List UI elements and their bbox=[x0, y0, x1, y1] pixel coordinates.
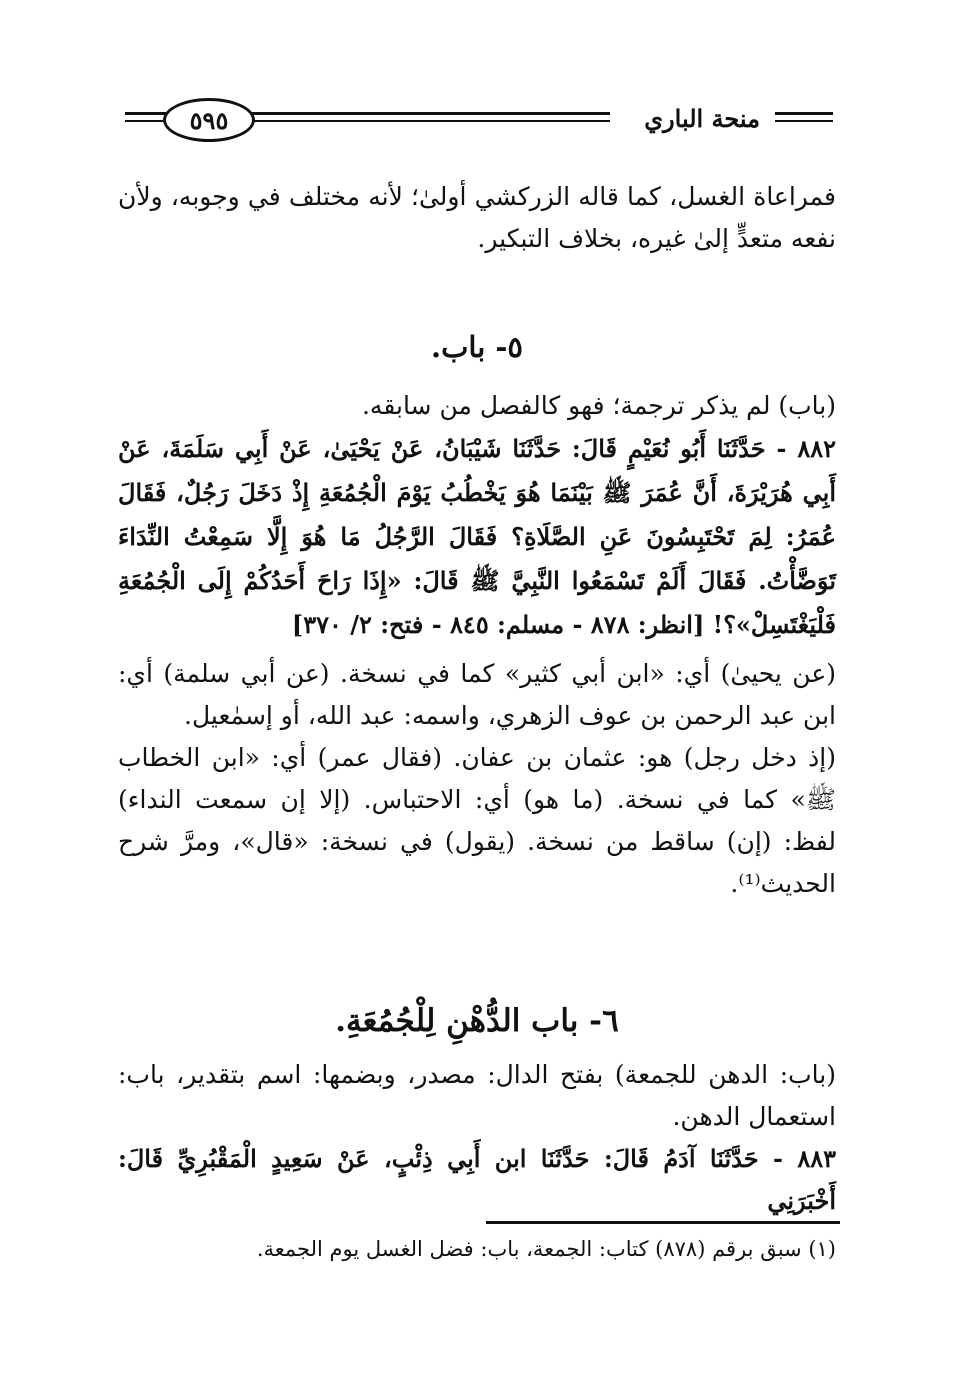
chapter-5-note: (باب) لم يذكر ترجمة؛ فهو كالفصل من سابقه. bbox=[361, 391, 836, 420]
chapter-6-note: (باب: الدهن للجمعة) بفتح الدال: مصدر، وبضمها: اسم بتقدير، باب: استعمال الدهن. bbox=[118, 1060, 836, 1131]
page-number-text: ٥٩٥ bbox=[189, 105, 229, 135]
footnote: (١) سبق برقم (٨٧٨) كتاب: الجمعة، باب: فضل الغسل يوم الجمعة. bbox=[256, 1237, 836, 1261]
hadith-883: ٨٨٣ - حَدَّثَنَا آدَمُ قَالَ: حَدَّثَنَا ابن أَبِي ذِئْبٍ، عَنْ سَعِيدٍ الْمَقْبُرِيِّ قَالَ: أَخْبَرَنِي bbox=[118, 1144, 836, 1215]
header-rule bbox=[775, 112, 833, 115]
footnote-rule bbox=[486, 1221, 840, 1224]
header-rule bbox=[775, 120, 833, 122]
header-rule bbox=[250, 120, 610, 122]
running-title: منحة الباري bbox=[644, 104, 760, 133]
commentary-882-b: (إذ دخل رجل) هو: عثمان بن عفان. (فقال عمر) أي: «ابن الخطاب ﷺ» كما في نسخة. (ما هو) أي: الاحتباس. (إلا إن سمعت النداء) لفظ: (إن) ساقط من نسخة. (يقول) في نسخة: «قال»، ومرَّ شرح الحديث⁽¹⁾. bbox=[118, 743, 836, 898]
chapter-heading-6: ٦- باب الدُّهْنِ لِلْجُمُعَةِ. bbox=[335, 1003, 619, 1039]
page-number bbox=[163, 98, 255, 142]
chapter-heading-5: ٥- باب. bbox=[430, 330, 523, 364]
commentary-882-a: (عن يحيىٰ) أي: «ابن أبي كثير» كما في نسخة. (عن أبي سلمة) أي: ابن عبد الرحمن بن عوف الزهري، واسمه: عبد الله، أو إسمٰعيل. bbox=[118, 659, 836, 730]
hadith-882: ٨٨٢ - حَدَّثَنَا أَبُو نُعَيْمٍ قَالَ: حَدَّثَنَا شَيْبَانُ، عَنْ يَحْيَىٰ، عَنْ أَبِي سَلَمَةَ، عَنْ أَبِي هُرَيْرَةَ، أَنَّ عُمَرَ ﷺ بَيْنَمَا هُوَ يَخْطُبُ يَوْمَ الْجُمُعَةِ إِذْ دَخَلَ رَجُلٌ، فَقَالَ عُمَرُ: لِمَ تَحْتَبِسُونَ عَنِ الصَّلَاةِ؟ فَقَالَ الرَّجُلُ مَا هُوَ إِلَّا سَمِعْتُ النِّدَاءَ تَوَضَّأْتُ. فَقَالَ أَلَمْ تَسْمَعُوا النَّبِيَّ ﷺ قَالَ: «إِذَا رَاحَ أَحَدُكُمْ إِلَى الْجُمُعَةِ فَلْيَغْتَسِلْ»؟! [انظر: ٨٧٨ - مسلم: ٨٤٥ - فتح: ٢/ ٣٧٠] bbox=[118, 434, 836, 639]
intro-text: فمراعاة الغسل، كما قاله الزركشي أولىٰ؛ لأنه مختلف في وجوبه، ولأن نفعه متعدٍّ إلىٰ غيره، بخلاف التبكير. bbox=[118, 182, 836, 253]
chapter-6-body bbox=[118, 1054, 836, 1222]
chapter-5-body bbox=[118, 385, 836, 905]
intro-paragraph bbox=[118, 176, 836, 260]
header-rule bbox=[250, 112, 610, 115]
